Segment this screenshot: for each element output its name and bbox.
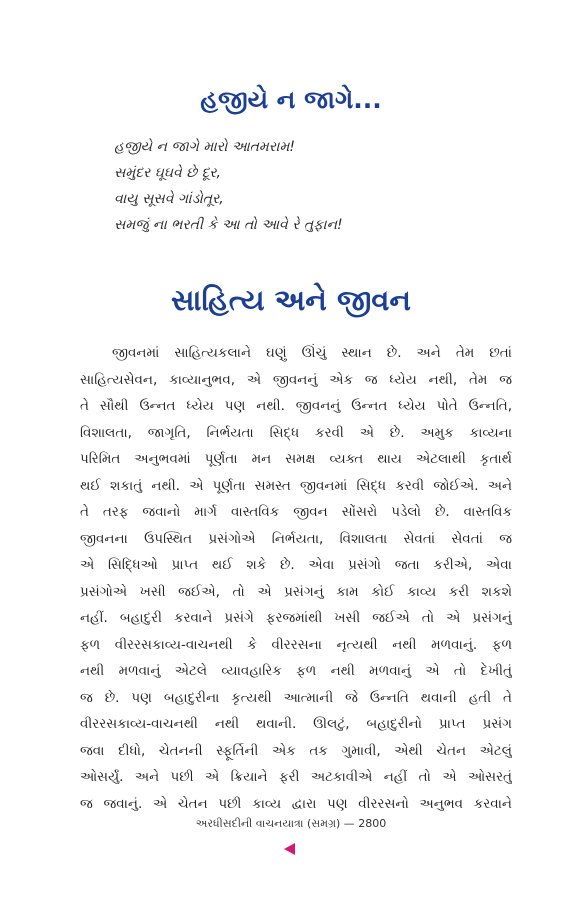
poem-title: હજીયે ન જાગે... — [200, 85, 382, 114]
essay-line: પરિમિત અનુભવમાં પૂર્ણતા મન સમક્ષ વ્યક્ત થાય એટલાથી કૃતાર્થ — [80, 451, 512, 467]
poem-line: સમુંદર ઘૂઘવે છે દૂર, — [114, 165, 221, 181]
page-footer: અરધીસદીની વાચનયાત્રા (સમગ્ર) — 2800 — [195, 817, 387, 830]
essay-line: સાહિત્યસેવન, કાવ્યાનુભવ, એ જીવનનું એક જ ધ્યેય નથી, તેમ જ — [80, 371, 512, 388]
essay-line: નહીં. બહાદુરી કરવાને પ્રસંગે ફરજમાંથી ખસી જઈએ તો એ પ્રસંગનું — [80, 610, 512, 626]
poem-block — [114, 134, 554, 238]
essay-line: જ છે. પણ બહાદુરીના કૃત્યથી આત્માની જે ઉન્નતિ થવાની હતી તે — [80, 689, 512, 706]
essay-line: જ જવાનું. એ ચેતન પછી કાવ્ય દ્વારા પણ વીરરસનો અનુભવ કરવાને — [80, 795, 512, 812]
essay-line: ઓસર્યું. અને પછી એ ક્રિયાને ફરી અટકાવીએ નહીં તો એ ઓસરતું — [80, 769, 512, 785]
poem-line: વાયુ સૂસવે ગાંડોતૂર, — [114, 191, 224, 207]
essay-line: ફળ વીરરસકાવ્ય-વાચનથી કે વીરરસના નૃત્યથી નથી મળવાનું. ફળ — [80, 636, 512, 653]
essay-line: જવા દીધો, ચેતનની સ્ફૂર્તિની એક તક ગુમાવી, એથી ચેતન એટલું — [80, 742, 512, 759]
essay-line: જીવનના ઉપસ્થિત પ્રસંગોએ નિર્ભયતા, વિશાલતા સેવતાં સેવતાં જ — [80, 530, 512, 547]
triangle-left-icon[interactable] — [284, 843, 295, 855]
essay-line: પ્રસંગોએ ખસી જઈએ, તો એ પ્રસંગનું કામ કોઈ કાવ્ય કરી શકશે — [80, 583, 512, 600]
essay-line: એ સિદ્ધિઓ પ્રાપ્ત થઈ શકે છે. એવા પ્રસંગો જતા કરીએ, એવા — [80, 557, 512, 573]
poem-line: સમજું ના ભરતી કે આ તો આવે રે તુફાન! — [114, 217, 343, 233]
essay-line: નથી મળવાનું એટલે વ્યાવહારિક ફળ નથી મળવાનું એ તો દેખીતું — [80, 663, 512, 679]
essay-body — [80, 340, 512, 817]
essay-line: થઈ શકાતું નથી. એ પૂર્ણતા સમસ્ત જીવનમાં સિદ્ધ કરવી જોઈએ. અને — [80, 477, 512, 494]
essay-line: તે તરફ જવાનો માર્ગ વાસ્તવિક જીવન સોંસરો પડેલો છે. વાસ્તવિક — [80, 504, 512, 520]
poem-line: હજીયે ન જાગે મારો આતમરામ! — [114, 139, 295, 155]
essay-line: તે સૌથી ઉન્નત ધ્યેય પણ નથી. જીવનનું ઉન્નત ધ્યેય પોતે ઉન્નતિ, — [80, 398, 512, 414]
essay-title: સાહિત્ય અને જીવન — [170, 283, 412, 317]
essay-line: વીરરસકાવ્ય-વાચનથી નથી થવાની. ઊલટું, બહાદુરીનો પ્રાપ્ત પ્રસંગ — [80, 716, 512, 732]
essay-line: વિશાલતા, જાગૃતિ, નિર્ભયતા સિદ્ધ કરવી એ છે. અમુક કાવ્યના — [80, 424, 512, 441]
essay-line: જીવનમાં સાહિત્યકલાને ઘણું ઊંચું સ્થાન છે. અને તેમ છતાં — [112, 345, 512, 361]
